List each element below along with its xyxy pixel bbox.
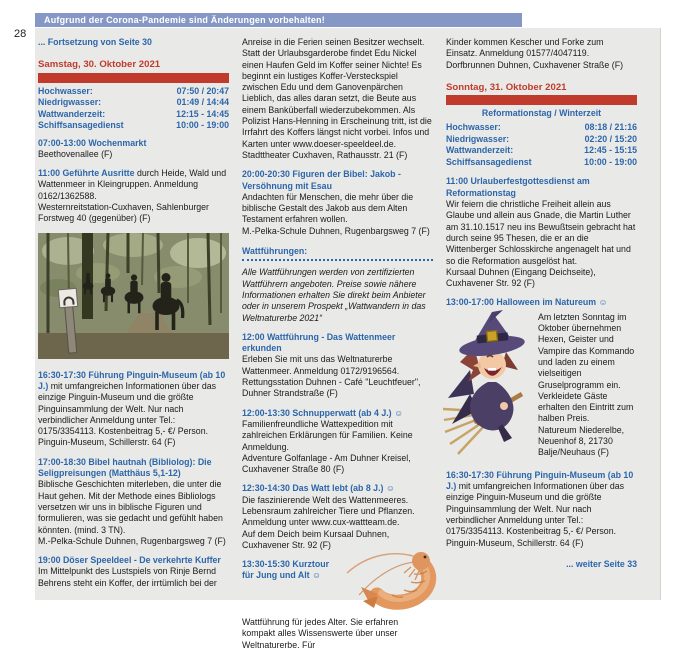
continued-article-text: Kinder kommen Kescher und Forke zum Einsatz. Anmeldung 01577/4047119.	[446, 37, 604, 59]
event-title: 11:00 Urlauberfestgottesdienst am Reformationstag	[446, 176, 590, 198]
event-body: Erleben Sie mit uns das Weltnaturerbe Wattenmeer. Anmeldung 0172/9196564.	[242, 354, 400, 376]
event-venue: Pinguin-Museum, Schillerstr. 64 (F)	[38, 437, 176, 448]
event-pinguin-museum	[446, 470, 637, 549]
family-friendly-icon: ☺	[598, 297, 608, 308]
tide-value: 07:50 / 20:47	[176, 85, 229, 96]
tide-row	[446, 134, 637, 146]
tide-row	[38, 120, 229, 132]
continued-article-text: Anreise in die Ferien seinen Besitzer wechselt. Statt der Urlaubsgarderobe findet Edu Nickel einen Haufen Geld im Koffer seiner Nichte! Es beginnt ein lustiges Koffer-Versteckspiel zwischen Edu und dem Ganovenpärchen Lieblich, das alles daran setzt, die Beute aus einem Banküberfall wiederzubekommen. Als Polizist Hans-Henning in Erscheinung tritt, ist die Irrfahrt des Koffers längst nicht vorbei. Infos und Karten unter www.doeser-speeldeel.de.	[242, 37, 432, 149]
tide-label: Niedrigwasser:	[38, 97, 102, 108]
event-body: Familienfreundliche Wattexpedition mit zahlreichen Erklärungen für Familien. Keine Anmeldung.	[242, 418, 413, 452]
tide-value: 10:00 - 19:00	[584, 156, 637, 167]
tide-value: 08:18 / 21:16	[584, 122, 637, 133]
tide-table-saturday	[38, 86, 229, 132]
column-left	[38, 37, 229, 600]
date-divider-bar	[446, 95, 637, 105]
event-venue: Natureum Niederelbe, Neuenhof 8, 21730 Balje/Neuhaus (F)	[538, 424, 625, 458]
event-title: 16:30-17:30 Führung Pinguin-Museum (ab 10 J.)	[38, 369, 226, 391]
event-body: Andachten für Menschen, die mehr über die biblische Gestalt des Jakob aus dem Alten Testament erfahren wollen.	[242, 191, 414, 225]
event-venue: Pinguin-Museum, Schillerstr. 64 (F)	[446, 537, 584, 548]
tide-label: Schiffsansagedienst	[446, 156, 532, 167]
tide-value: 12:15 - 14:45	[176, 108, 229, 119]
witch-illustration	[440, 310, 538, 462]
event-schnupperwatt	[242, 408, 433, 476]
tide-label: Niedrigwasser:	[446, 133, 510, 144]
tide-label: Hochwasser:	[446, 122, 501, 133]
event-das-watt-lebt	[242, 483, 433, 551]
event-venue: Stadttheater Cuxhaven, Rathausstr. 21 (F)	[242, 149, 408, 160]
event-kurztour	[242, 559, 433, 651]
event-title: 17:00-18:30 Bibel hautnah (Bibliolog): Die Seligpreisungen (Matthäus 5,1-12)	[38, 456, 212, 479]
family-friendly-icon: ☺	[312, 570, 322, 581]
tide-table-sunday	[446, 122, 637, 168]
event-title: 07:00-13:00 Wochenmarkt	[38, 137, 147, 148]
event-title: 13:00-17:00 Halloween im Natureum	[446, 297, 597, 308]
event-title: 13:30-15:30 Kurztour für Jung und Alt	[242, 559, 330, 581]
event-body: durch Heide, Wald und Wattenmeer in Kleingruppen. Anmeldung 0162/1362588.	[38, 168, 227, 201]
tide-value: 10:00 - 19:00	[176, 120, 229, 131]
date-header-saturday: Samstag, 30. Oktober 2021	[38, 59, 161, 71]
event-ausritte	[38, 168, 229, 224]
event-title: 20:00-20:30 Figuren der Bibel: Jakob - Versöhnung mit Esau	[242, 169, 401, 191]
event-wochenmarkt	[38, 138, 229, 161]
next-page-note: ... weiter Seite 33	[566, 558, 637, 569]
event-venue: M.-Pelka-Schule Duhnen, Rugenbargsweg 7 (F)	[242, 225, 430, 236]
event-figuren-der-bibel	[242, 169, 433, 237]
event-title: 19:00 Döser Speeldeel - De verkehrte Kuffer	[38, 555, 221, 566]
event-body: Die faszinierende Welt des Wattenmeeres. Lebensraum zahlreicher Tiere und Pflanzen. Anmeldung unter www.cux-wattteam.de.	[242, 494, 415, 528]
tide-label: Wattwanderzeit:	[38, 108, 106, 119]
family-friendly-icon: ☺	[394, 407, 404, 418]
event-venue: Rettungsstation Duhnen - Café "Leuchtfeuer", Duhner Strandstraße (F)	[242, 377, 421, 399]
event-venue: Auf dem Deich beim Kursaal Duhnen, Cuxhavener Str. 92 (F)	[242, 528, 390, 550]
event-venue: Beethovenallee (F)	[38, 148, 113, 159]
tide-value: 02:20 / 15:20	[584, 133, 637, 144]
event-body: Wattführung für jedes Alter. Sie erfahren kompakt alles Wissenswerte über unser Weltnaturerbe. Für	[242, 617, 399, 650]
event-body: mit umfangreichen Informationen über das einzige Pinguin-Museum und die größte Pinguinsammlung der Welt. Nur nach verbindlicher Anmeldung unter Tel.: 0175/3354113. Kostenbeitrag 5,- €/ Person.	[446, 481, 625, 537]
tide-row	[446, 145, 637, 157]
family-friendly-icon: ☺	[385, 483, 395, 494]
continuation-note: ... Fortsetzung von Seite 30	[38, 37, 152, 47]
event-body: Wir feiern die christliche Freiheit allein aus Glaube und allein aus Gnade, die Martin Luther am 31.10.1517 neu ins Bewußtsein gebracht hat durch seine 95 Thesen, die er an die Wittenberger Schlosskirche angenagelt hat und so die Reformation ausgelöst hat.	[446, 199, 636, 266]
tide-row	[38, 97, 229, 109]
event-bibel-hautnah	[38, 457, 229, 547]
event-title: 12:30-14:30 Das Watt lebt (ab 8 J.)	[242, 483, 384, 494]
event-body: mit umfangreichen Informationen über das einzige Pinguin-Museum und die größte Pinguinsammlung der Welt. Nur nach verbindlicher Anmeldung unter Tel.: 0175/3354113. Kostenbeitrag 5,- €/ Person.	[38, 380, 217, 437]
event-halloween	[446, 297, 637, 461]
event-gottesdienst	[446, 176, 637, 289]
wattfuehrungen-intro: Alle Wattführungen werden von zertifizierten Wattführern angeboten. Preise sowie nähere Informationen erhalten Sie direkt beim Anbieter oder in unserem Prospekt „Wattwandern in das Weltnaturerbe 2021“	[242, 267, 426, 323]
event-pinguin-museum	[38, 370, 229, 449]
event-body: Im Mittelpunkt des Lustspiels von Rinje Bernd Behrens steht ein Koffer, der irrtümlich bei der	[38, 566, 217, 588]
section-header-wattfuehrungen: Wattführungen:	[242, 246, 433, 261]
event-venue: Kursaal Duhnen (Eingang Deichseite), Cuxhavener Str. 92 (F)	[446, 266, 596, 289]
column-middle	[242, 37, 433, 650]
event-body: Biblische Geschichten miterleben, die unter die Haut gehen. Mit der Methode eines Bibliologs versetzen wir uns in biblische Figuren und formulieren, was sie gedacht und gefühlt haben könnten. (mind. 3 TN).	[38, 479, 223, 535]
tide-label: Wattwanderzeit:	[446, 145, 514, 156]
column-right	[446, 37, 637, 600]
tide-row	[446, 122, 637, 134]
event-venue: Adventure Golfanlage - Am Duhner Kreisel, Cuxhavener Straße 80 (F)	[242, 452, 411, 475]
event-title: 11:00 Geführte Ausritte	[38, 168, 135, 179]
content-panel	[35, 28, 661, 650]
event-title: 12:00-13:30 Schnupperwatt (ab 4 J.)	[242, 407, 392, 418]
event-venue: Dorfbrunnen Duhnen, Cuxhavener Straße (F)	[446, 59, 624, 70]
event-title: 12:00 Wattführung - Das Wattenmeer erkunden	[242, 331, 396, 354]
tide-label: Schiffsansagedienst	[38, 120, 124, 131]
tide-value: 12:45 - 15:15	[584, 145, 637, 156]
event-venue: Westernreitstation-Cuxhaven, Sahlenburger Forstweg 40 (gegenüber) (F)	[38, 202, 209, 224]
shrimp-photo	[341, 545, 441, 617]
event-wattfuehrung-erkunden	[242, 332, 433, 400]
date-divider-bar	[38, 73, 229, 83]
event-venue: M.-Pelka-Schule Duhnen, Rugenbargsweg 7 (F)	[38, 535, 226, 546]
tide-row	[446, 157, 637, 169]
holiday-note: Reformationstag / Winterzeit	[481, 108, 602, 119]
event-title: 16:30-17:30 Führung Pinguin-Museum (ab 10 J.)	[446, 469, 634, 492]
horseback-riders-photo	[38, 233, 229, 359]
tide-value: 01:49 / 14:44	[176, 97, 229, 108]
page-number: 28	[14, 28, 27, 40]
tide-label: Hochwasser:	[38, 85, 93, 96]
corona-notice-banner: Aufgrund der Corona-Pandemie sind Änderungen vorbehalten!	[35, 13, 522, 27]
date-header-sunday: Sonntag, 31. Oktober 2021	[446, 81, 567, 93]
event-speeldeel	[38, 555, 229, 589]
tide-row	[38, 109, 229, 121]
event-body: Am letzten Sonntag im Oktober übernehmen Hexen, Geister und Vampire das Kommando und laden zu einem vielseitigen Gruselprogramm ein. Verkleidete Gäste erhalten den Eintritt zum halben Preis.	[538, 311, 635, 424]
tide-row	[38, 86, 229, 98]
